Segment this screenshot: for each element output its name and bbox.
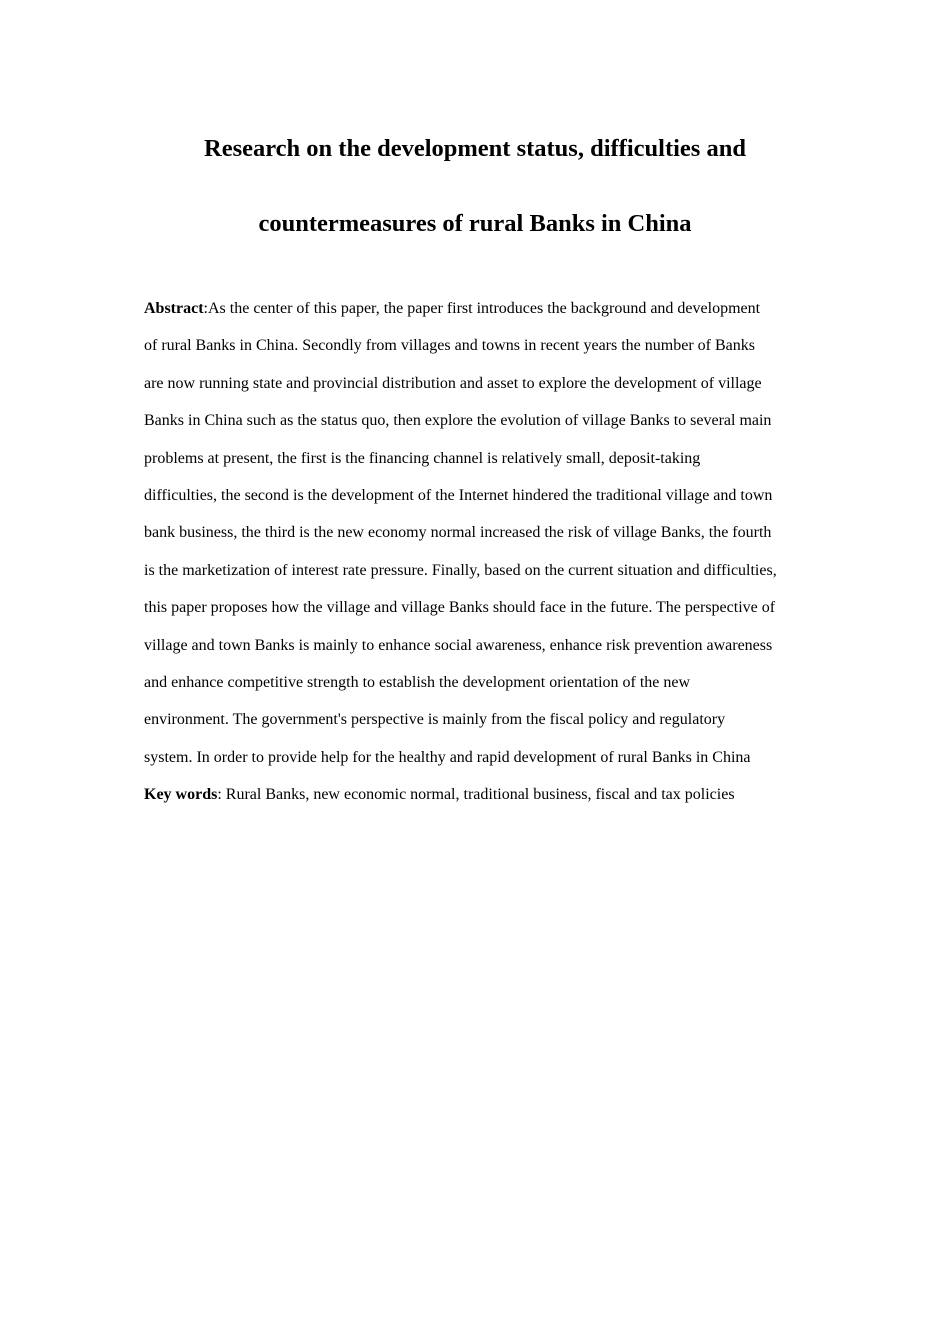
abstract-line: village and town Banks is mainly to enhance social awareness, enhance risk prevention awareness [144,636,773,654]
abstract-line [144,294,824,331]
abstract-line: Banks in China such as the status quo, then explore the evolution of village Banks to several main [144,412,772,430]
abstract-line: and enhance competitive strength to establish the development orientation of the new [144,673,691,691]
keywords-text: : Rural Banks, new economic normal, traditional business, fiscal and tax policies [217,786,735,804]
abstract-line: problems at present, the first is the financing channel is relatively small, deposit-taking [144,449,701,467]
abstract-line: this paper proposes how the village and village Banks should face in the future. The perspective of [144,599,776,617]
abstract-section [144,294,824,817]
abstract-line: are now running state and provincial distribution and asset to explore the development of village [144,374,762,392]
abstract-label: Abstract [144,300,204,317]
abstract-line: of rural Banks in China. Secondly from villages and towns in recent years the number of Banks [144,337,755,355]
keywords-line [144,780,824,817]
paper-title-line-1: Research on the development status, difficulties and [204,135,746,162]
abstract-line: is the marketization of interest rate pressure. Finally, based on the current situation and difficulties, [144,561,777,579]
keywords-label: Key words [144,786,218,804]
paper-title-line-2: countermeasures of rural Banks in China [258,210,692,237]
abstract-line: bank business, the third is the new economy normal increased the risk of village Banks, the fourth [144,524,772,542]
abstract-line: environment. The government's perspective is mainly from the fiscal policy and regulatory [144,711,726,729]
abstract-line: difficulties, the second is the development of the Internet hindered the traditional village and town [144,486,773,504]
abstract-line: system. In order to provide help for the healthy and rapid development of rural Banks in China [144,748,751,766]
abstract-first-line-text: :As the center of this paper, the paper first introduces the background and development [203,300,761,317]
